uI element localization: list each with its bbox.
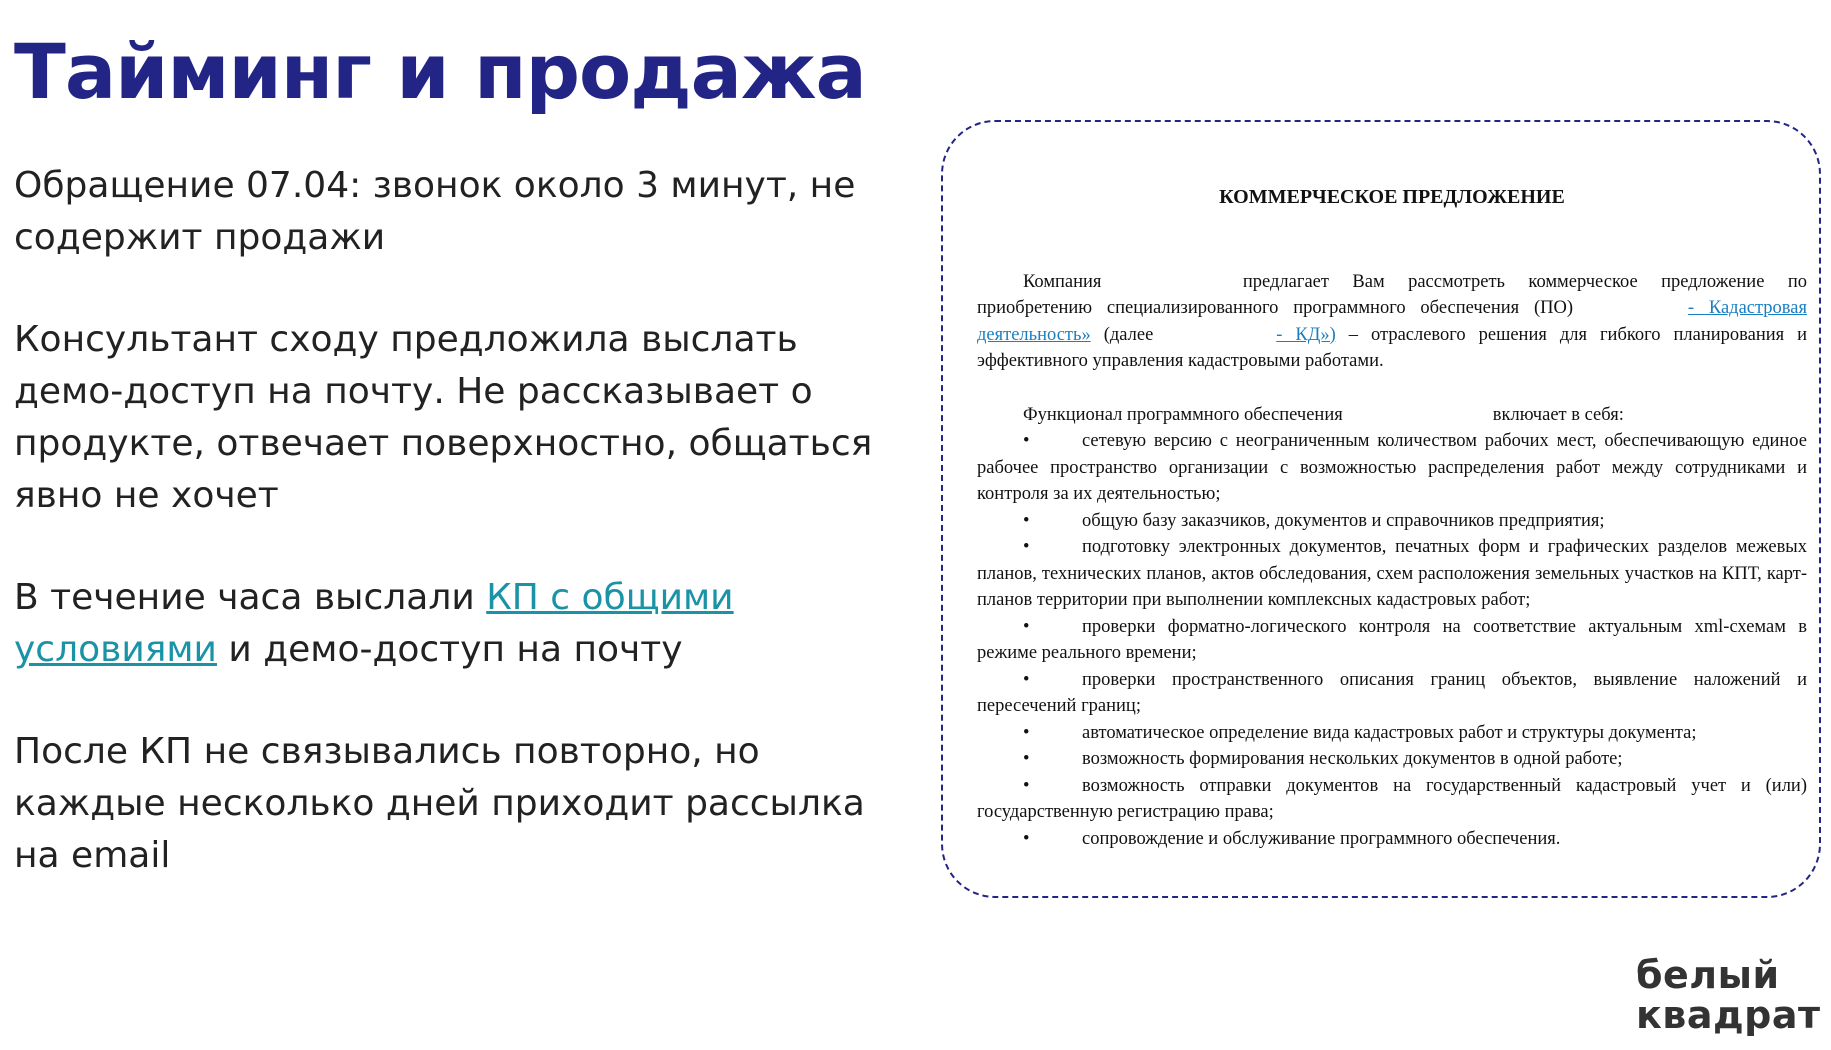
document-preview-frame — [941, 120, 1821, 898]
bullet-icon: • — [1023, 828, 1030, 849]
bullet-icon: • — [1023, 669, 1030, 690]
bullet-icon: • — [1023, 537, 1030, 557]
feature-list — [977, 428, 1807, 852]
list-item: • подготовку электронных документов, печатных форм и графических разделов межевых планов, технических планов, актов обследования, схем расположения земельных участков на КПТ, карт-планов территории при выполнении комплексных кадастровых работ; — [977, 534, 1807, 614]
bullet-icon: • — [1023, 616, 1030, 637]
slide-title: Тайминг и продажа — [14, 27, 866, 116]
list-item: • проверки пространственного описания границ объектов, выявление наложений и пересечений границ; — [977, 667, 1807, 720]
document-functional-heading — [977, 402, 1807, 429]
offer-link[interactable]: КП с общими условиями — [14, 577, 734, 670]
intro-company: Компания — [1023, 271, 1102, 292]
brand-logo — [1636, 953, 1821, 1037]
doc-link-kadastr[interactable]: - Кадастровая деятельность» — [977, 298, 1808, 345]
commercial-offer-document — [977, 184, 1807, 852]
list-item: • возможность отправки документов на государственный кадастровый учет и (или) государственную регистрацию права; — [977, 773, 1807, 826]
functional-includes: включает в себя: — [1492, 404, 1624, 425]
note-offer — [14, 572, 894, 676]
intro-text: предлагает Вам рассмотреть коммерческое предложение по приобретению специализированного программного обеспечения (ПО) — [977, 271, 1808, 318]
notes-column — [14, 160, 894, 932]
logo-line-1: белый — [1636, 953, 1780, 997]
bullet-icon: • — [1023, 749, 1030, 769]
bullet-icon: • — [1023, 775, 1030, 796]
list-item: • возможность формирования нескольких документов в одной работе; — [977, 746, 1807, 773]
note-offer-text-before: В течение часа выслали — [14, 577, 487, 618]
bullet-icon: • — [1023, 510, 1030, 531]
functional-text: Функционал программного обеспечения — [1023, 404, 1343, 425]
doc-link-kd[interactable]: - КД») — [1276, 324, 1336, 345]
list-item: • общую базу заказчиков, документов и справочников предприятия; — [977, 508, 1807, 535]
note-call: Обращение 07.04: звонок около 3 минут, не содержит продажи — [14, 165, 856, 258]
list-item: • проверки форматно-логического контроля на соответствие актуальным xml-схемам в режиме реального времени; — [977, 614, 1807, 667]
bullet-icon: • — [1023, 431, 1030, 451]
document-intro — [977, 269, 1807, 375]
logo-line-2: квадрат — [1636, 993, 1821, 1037]
intro-abbr: (далее — [1103, 324, 1154, 345]
list-item: • сопровождение и обслуживание программного обеспечения. — [977, 826, 1807, 853]
note-followup: После КП не связывались повторно, но каждые несколько дней приходит рассылка на email — [14, 731, 865, 876]
note-consultant: Консультант сходу предложила выслать демо-доступ на почту. Не рассказывает о продукте, отвечает поверхностно, общаться явно не хочет — [14, 319, 873, 516]
intro-rest: – отраслевого решения для гибкого планирования и эффективного управления кадастровыми работами. — [977, 324, 1808, 371]
note-offer-text-after: и демо-доступ на почту — [216, 629, 683, 670]
document-title: КОММЕРЧЕСКОЕ ПРЕДЛОЖЕНИЕ — [1219, 186, 1565, 208]
list-item: • автоматическое определение вида кадастровых работ и структуры документа; — [977, 720, 1807, 747]
bullet-icon: • — [1023, 722, 1030, 743]
list-item: • сетевую версию с неограниченным количеством рабочих мест, обеспечивающую единое рабочее пространство организации с возможностью распределения работ между сотрудниками и контроля за их деятельностью; — [977, 428, 1807, 508]
